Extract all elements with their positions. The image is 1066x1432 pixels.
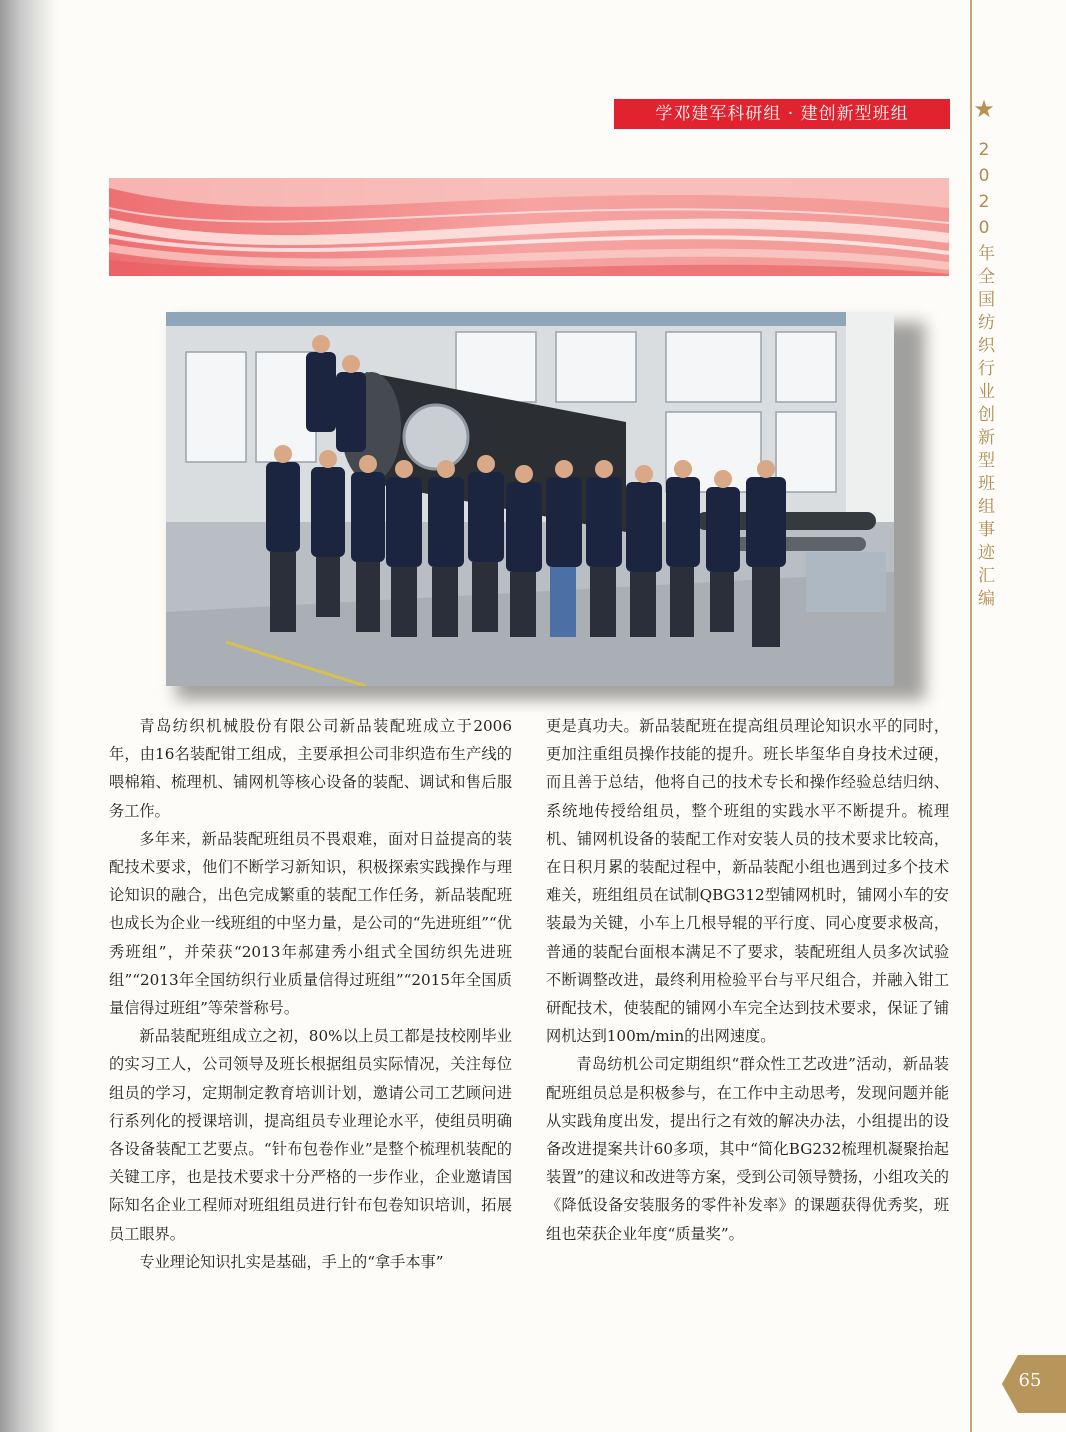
- paragraph: 新品装配班组成立之初，80%以上员工都是技校刚毕业的实习工人，公司领导及班长根据组员实际情况，关注每位组员的学习，定期制定教育培训计划，邀请公司工艺顾问进行系列化的授课培训，提高组员专业理论水平，使组员明确各设备装配工艺要点。“针布包卷作业”是整个梳理机装配的关键工序，也是技术要求十分严格的一步作业，企业邀请国际知名企业工程师对班组组员进行针布包卷知识培训，拓展员工眼界。: [109, 1027, 512, 1243]
- article-column-left: [109, 712, 512, 1276]
- paragraph: 青岛纺织机械股份有限公司新品装配班成立于2006年，由16名装配钳工组成，主要承担公司非织造布生产线的喂棉箱、梳理机、铺网机等核心设备的装配、调试和售后服务工作。: [109, 717, 512, 820]
- paragraph: 更是真功夫。新品装配班在提高组员理论知识水平的同时，更加注重组员操作技能的提升。班长毕玺华自身技术过硬，而且善于总结，他将自己的技术专长和操作经验总结归纳、系统地传授给组员，整个班组的实践水平不断提升。梳理机、铺网机设备的装配工作对安装人员的技术要求比较高，在日积月累的装配过程中，新品装配小组也遇到过多个技术难关，班组组员在试制QBG312型铺网机时，铺网小车的安装最为关键，小车上几根导辊的平行度、同心度要求极高，普通的装配台面根本满足不了要求，装配班组人员多次试验不断调整改进，最终利用检验平台与平尺组合，并融入钳工研配技术，使装配的铺网小车完全达到技术要求，保证了铺网机达到100m/min的出网速度。: [546, 717, 949, 1046]
- article-column-right: [546, 712, 949, 1248]
- star-icon: ★: [973, 95, 995, 123]
- paragraph: 多年来，新品装配班组员不畏艰难，面对日益提高的装配技术要求，他们不断学习新知识，积极探索实践操作与理论知识的融合，出色完成繁重的装配工作任务，新品装配班也成长为企业一线班组的中坚力量，是公司的“先进班组”“优秀班组”，并荣获“2013年郝建秀小组式全国纺织先进班组”“2013年全国纺织行业质量信得过班组”“2015年全国质量信得过班组”等荣誉称号。: [109, 829, 512, 1018]
- decorative-ribbon-banner: [109, 178, 949, 276]
- book-spine-shadow: [0, 0, 58, 1432]
- paragraph: 青岛纺机公司定期组织“群众性工艺改进”活动，新品装配班组员总是积极参与，在工作中主动思考，发现问题并能从实践角度出发，提出行之有效的解决办法，小组提出的设备改进提案共计60多项，其中“简化BG232梳理机凝聚抬起装置”的建议和改进等方案，受到公司领导赞扬，小组攻关的《降低设备安装服务的零件补发率》的课题获得优秀奖，班组也荣获企业年度“质量奖”。: [546, 1055, 949, 1243]
- page-number: 65: [1018, 1370, 1042, 1391]
- team-photo: [166, 312, 894, 686]
- section-header-label: 学邓建军科研组 · 建创新型班组: [614, 99, 950, 129]
- paragraph: 专业理论知识扎实是基础，手上的“拿手本事”: [139, 1252, 444, 1271]
- vertical-book-title: 2020年全国纺织行业创新型班组事迹汇编: [974, 140, 994, 612]
- margin-rule: [970, 0, 972, 1432]
